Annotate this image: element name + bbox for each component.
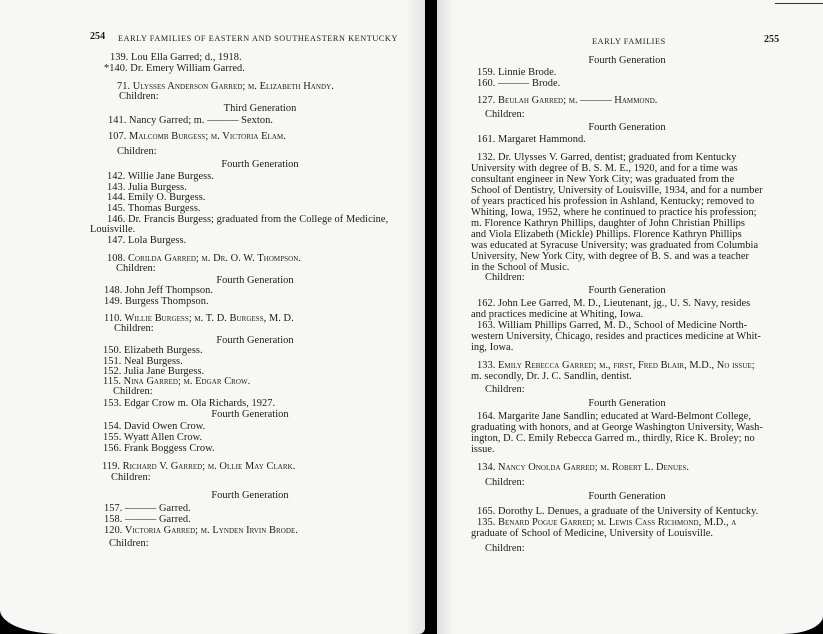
text-line: 157. ——— Garred. — [104, 503, 191, 514]
text-line: 134. Nancy Onolda Garred; m. Robert L. Denues. — [477, 462, 689, 473]
text-line: 110. Willie Burgess; m. T. D. Burgess, M. D. — [104, 313, 294, 324]
text-line: 133. Emily Rebecca Garred; m., first, Fred Blair, M.D., No issue; — [477, 360, 755, 371]
text-line: 141. Nancy Garred; m. ——— Sexton. — [108, 115, 273, 126]
text-line: *140. Dr. Emery William Garred. — [104, 63, 245, 74]
text-line: Children: — [485, 384, 525, 395]
text-line: 146. Dr. Francis Burgess; graduated from the College of Medicine, — [107, 214, 389, 225]
text-line: 144. Emily O. Burgess. — [107, 192, 206, 203]
text-line: 163. William Phillips Garred, M. D., School of Medicine North- — [477, 320, 748, 331]
text-line: 161. Margaret Hammond. — [477, 134, 586, 145]
text-line: 153. Edgar Crow m. Ola Richards, 1927. — [103, 398, 276, 409]
text-line: 143. Julia Burgess. — [107, 182, 187, 193]
text-line: Children: — [111, 472, 151, 483]
page-number: 255 — [764, 34, 780, 45]
text-line: Children: — [119, 91, 159, 102]
text-line: School of Dentistry, University of Louisville, 1934, and for a number — [471, 185, 763, 196]
text-line: Children: — [114, 323, 154, 334]
generation-heading: Fourth Generation — [216, 275, 294, 286]
text-line: 147. Lola Burgess. — [107, 235, 187, 246]
text-line: 119. Richard V. Garred; m. Ollie May Clark. — [102, 461, 296, 472]
text-line: 145. Thomas Burgess. — [107, 203, 201, 214]
gutter-shadow — [437, 0, 453, 634]
text-line: Children: — [485, 543, 525, 554]
text-line: m. secondly, Dr. J. C. Sandlin, dentist. — [471, 371, 632, 382]
text-line: 158. ——— Garred. — [104, 514, 191, 525]
generation-heading: Fourth Generation — [216, 335, 294, 346]
text-line: 148. John Jeff Thompson. — [104, 285, 214, 296]
text-line: 139. Lou Ella Garred; d., 1918. — [110, 52, 242, 63]
generation-heading: Fourth Generation — [211, 490, 289, 501]
generation-heading: Fourth Generation — [588, 398, 666, 409]
text-line: 127. Beulah Garred; m. ——— Hammond. — [477, 95, 658, 106]
text-line: consultant engineer in New York City; was graduated from the — [471, 174, 735, 185]
text-line: University, New York City, with degree of B. S. and was a teacher — [471, 251, 750, 262]
text-line: Children: — [116, 263, 156, 274]
text-line: ing, Iowa. — [471, 342, 514, 353]
generation-heading: Fourth Generation — [588, 122, 666, 133]
text-line: 132. Dr. Ulysses V. Garred, dentist; graduated from Kentucky — [477, 152, 737, 163]
text-line: Children: — [485, 109, 525, 120]
text-line: 154. David Owen Crow. — [103, 421, 206, 432]
text-line: 149. Burgess Thompson. — [104, 296, 209, 307]
text-line: graduate of School of Medicine, University of Louisville. — [471, 528, 714, 539]
text-line: m. Florence Kathryn Phillips, daughter of John Christian Phillips — [471, 218, 745, 229]
text-line: Louisville. — [90, 224, 136, 235]
page-number: 254 — [90, 31, 106, 42]
text-line: Children: — [485, 477, 525, 488]
text-line: 162. John Lee Garred, M. D., Lieutenant, jg., U. S. Navy, resides — [477, 298, 751, 309]
text-line: 152. Julia Jane Burgess. — [103, 366, 205, 377]
text-line: University with degree of B. S. M. E., 1920, and for a time was — [471, 163, 738, 174]
text-line: in the School of Music. — [471, 262, 570, 273]
generation-heading: Fourth Generation — [211, 409, 289, 420]
text-line: and Viola Elizabeth (Mickle) Phillips. Florence Kathryn Phillips — [471, 229, 742, 240]
text-line: Whiting, Iowa, 1952, where he continued to practice his profession; — [471, 207, 757, 218]
generation-heading: Fourth Generation — [588, 285, 666, 296]
text-line: 142. Willie Jane Burgess. — [107, 171, 214, 182]
text-line: western University, Chicago, resides and practices medicine at Whit- — [471, 331, 761, 342]
generation-heading: Fourth Generation — [588, 55, 666, 66]
text-line: 71. Ulysses Anderson Garred; m. Elizabeth Handy. — [117, 81, 334, 92]
text-line: graduating with honors, and at George Washington University, Wash- — [471, 422, 763, 433]
text-line: 159. Linnie Brode. — [477, 67, 557, 78]
text-line: of years practiced his profession in Ashland, Kentucky; removed to — [471, 196, 755, 207]
text-line: Children: — [485, 272, 525, 283]
text-line: 155. Wyatt Allen Crow. — [103, 432, 203, 443]
text-line: 135. Benard Pogue Garred; m. Lewis Cass Richmond, M.D., a — [477, 517, 737, 528]
right-page — [437, 0, 823, 634]
generation-heading: Third Generation — [223, 103, 297, 114]
text-line: Children: — [109, 538, 149, 549]
text-line: 156. Frank Boggess Crow. — [103, 443, 215, 454]
text-line: 165. Dorothy L. Denues, a graduate of the University of Kentucky. — [477, 506, 759, 517]
text-line: 160. ——— Brode. — [477, 78, 561, 89]
text-line: 107. Malcomb Burgess; m. Victoria Elam. — [108, 131, 286, 142]
text-line: 150. Elizabeth Burgess. — [103, 345, 203, 356]
text-line: and practices medicine at Whiting, Iowa. — [471, 309, 644, 320]
text-line: 120. Victoria Garred; m. Lynden Irvin Brode. — [104, 525, 298, 536]
generation-heading: Fourth Generation — [221, 159, 299, 170]
text-line: 115. Nina Garred; m. Edgar Crow. — [103, 376, 251, 387]
text-line: 108. Corilda Garred; m. Dr. O. W. Thompson. — [107, 253, 301, 264]
text-line: 151. Neal Burgess. — [103, 356, 183, 367]
generation-heading: Fourth Generation — [588, 491, 666, 502]
text-line: Children: — [113, 386, 153, 397]
scan-edge-line — [775, 3, 823, 4]
running-head: EARLY FAMILIES — [592, 37, 666, 46]
gutter-shadow — [405, 0, 425, 634]
running-head: EARLY FAMILIES OF EASTERN AND SOUTHEASTERN KENTUCKY — [118, 34, 398, 43]
text-line: ington, D. C. Emily Rebecca Garred m., thirdly, Rice K. Broley; no — [471, 433, 755, 444]
text-line: was educated at Syracuse University; was graduated from Columbia — [471, 240, 759, 251]
text-line: Children: — [117, 146, 157, 157]
text-line: 164. Margarite Jane Sandlin; educated at Ward-Belmont College, — [477, 411, 751, 422]
text-line: issue. — [471, 444, 495, 455]
